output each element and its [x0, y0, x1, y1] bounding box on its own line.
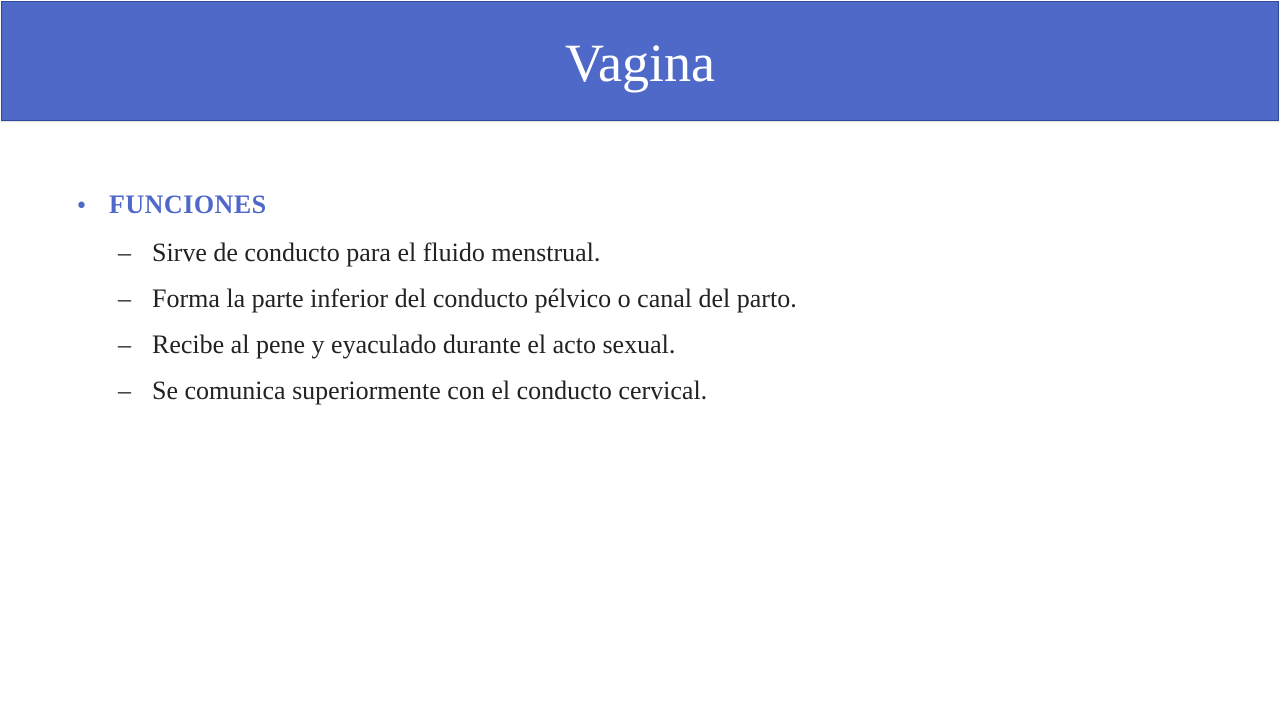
section-heading: FUNCIONES — [109, 190, 267, 219]
list-item — [118, 238, 797, 284]
list-item — [118, 284, 797, 330]
list-item — [118, 330, 797, 376]
slide-title: Vagina — [565, 33, 715, 93]
dash-icon: – — [118, 238, 131, 267]
list-item-text: Sirve de conducto para el fluido menstrual. — [152, 238, 601, 267]
list-item-text: Forma la parte inferior del conducto pélvico o canal del parto. — [152, 284, 797, 313]
list-item-text: Recibe al pene y eyaculado durante el acto sexual. — [152, 330, 676, 359]
dash-icon: – — [118, 330, 131, 359]
list-item — [118, 376, 797, 422]
functions-list — [118, 238, 797, 422]
dash-icon: – — [118, 284, 131, 313]
section-bullet — [75, 190, 267, 220]
dash-icon: – — [118, 376, 131, 405]
bullet-icon: • — [75, 194, 88, 219]
list-item-text: Se comunica superiormente con el conducto cervical. — [152, 376, 708, 405]
